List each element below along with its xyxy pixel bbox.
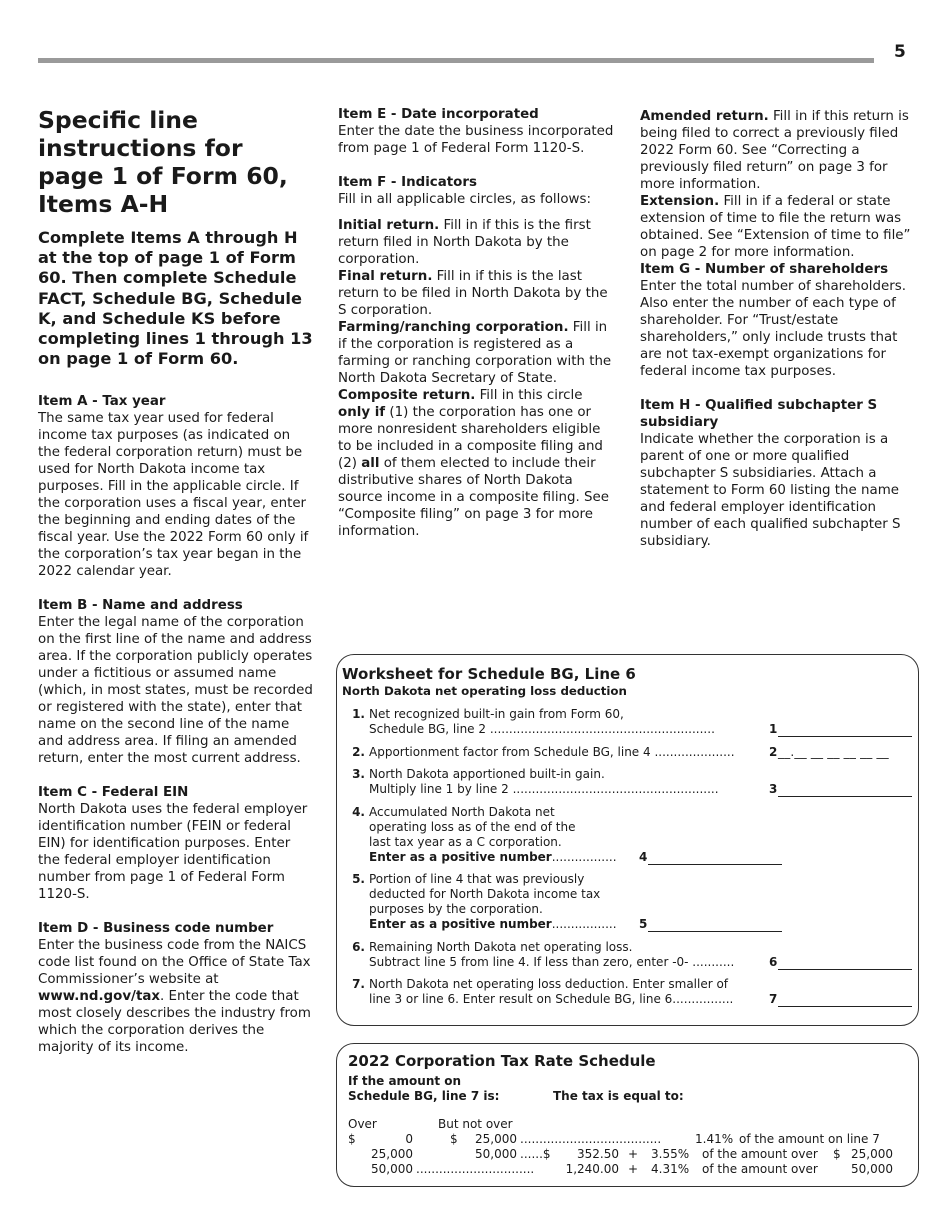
- item-e-heading: Item E - Date incorporated: [338, 107, 539, 122]
- initial-return: [338, 217, 614, 268]
- bracket-1-currency: $: [348, 1132, 356, 1146]
- final-return: [338, 268, 614, 319]
- line-number: 7.: [352, 977, 365, 991]
- worksheet-box: [336, 654, 919, 1026]
- bracket-1-dots: .....................................: [520, 1132, 662, 1146]
- initial-return-head: Initial return.: [338, 218, 440, 233]
- column-right: [640, 108, 920, 567]
- final-return-body: Fill in if this is the last return to be filed in North Dakota by the S corporation.: [338, 269, 608, 318]
- line-text: deducted for North Dakota income tax: [369, 887, 601, 901]
- item-a-heading: Item A - Tax year: [38, 394, 166, 410]
- farming-corporation-body: Fill in if the corporation is registered as a farming or ranching corporation with the North Dakota Secretary of State.: [338, 320, 612, 386]
- line-emphasis: Enter as a positive number: [369, 917, 552, 931]
- column-left: [38, 106, 314, 1073]
- tax-header-result: The tax is equal to:: [553, 1089, 684, 1103]
- extension-body: Fill in if a federal or state extension of time to file the return was obtained. See “Extension of time to file” on page 2 for more information.: [640, 194, 911, 260]
- bracket-1-not-over: 25,000: [475, 1132, 517, 1146]
- line-text: purposes by the corporation.: [369, 902, 543, 916]
- item-a-body: The same tax year used for federal income tax purposes (as indicated on the federal corporation return) must be used for North Dakota income tax purposes. Fill in the applicable circle. If the corporation uses a fiscal year, enter the beginning and ending dates of the fiscal year. Use the 2022 Form 60 only if the corporation’s tax year began in the 2022 calendar year.: [38, 411, 309, 580]
- line-3-entry[interactable]: [778, 782, 912, 797]
- worksheet-subtitle: North Dakota net operating loss deduction: [342, 684, 627, 698]
- line-text: Remaining North Dakota net operating loss.: [369, 940, 633, 954]
- item-e: [338, 106, 614, 157]
- composite-return-b: (1) the corporation has one or more nonresident shareholders eligible to be included in a composite filing and (2): [338, 405, 603, 471]
- bracket-2-not-over: 50,000: [475, 1147, 517, 1161]
- line-text: North Dakota apportioned built-in gain.: [369, 767, 605, 781]
- bracket-1-over: 0: [405, 1132, 413, 1146]
- bracket-2-desc: of the amount over: [702, 1147, 818, 1161]
- website-link[interactable]: www.nd.gov/tax: [38, 989, 161, 1005]
- item-a: [38, 393, 314, 580]
- line-7-entry[interactable]: [778, 992, 912, 1007]
- item-h-heading: Item H - Qualified subchapter S subsidiary: [640, 398, 878, 430]
- top-rule: [38, 58, 874, 63]
- bracket-2-rate: 3.55%: [651, 1147, 690, 1161]
- worksheet-title: Worksheet for Schedule BG, Line 6: [342, 665, 636, 683]
- line-4-entry[interactable]: [648, 850, 782, 865]
- line-text: last tax year as a C corporation.: [369, 835, 562, 849]
- composite-return: [338, 387, 614, 540]
- line-text: Schedule BG, line 2 ...........................................................: [369, 722, 715, 736]
- line-number: 1.: [352, 707, 365, 721]
- line-number: 3.: [352, 767, 365, 781]
- item-d-heading: Item D - Business code number: [38, 921, 274, 937]
- line-text: Accumulated North Dakota net: [369, 805, 555, 819]
- bracket-3-over: 50,000: [371, 1162, 413, 1176]
- item-d-body-post: . Enter the code that most closely describes the industry from which the corporation derives the majority of its income.: [38, 989, 311, 1056]
- bracket-1-desc: of the amount on line 7: [739, 1132, 880, 1146]
- line-label: 3: [769, 782, 778, 796]
- composite-return-a: Fill in this circle: [475, 388, 583, 403]
- col-not-over-header: But not over: [438, 1117, 513, 1131]
- line-text: line 3 or line 6. Enter result on Schedule BG, line 6................: [369, 992, 734, 1006]
- farming-corporation: [338, 319, 614, 387]
- line-number: 5.: [352, 872, 365, 886]
- line-text: Apportionment factor from Schedule BG, line 4 .....................: [369, 745, 735, 759]
- item-b-body: Enter the legal name of the corporation on the first line of the name and address area. If the corporation publicly operates under a fictitious or assumed name (which, in most states, must be recorded or registered with the state), enter that name on the second line of the name and address area. If filing an amended return, enter the most current address.: [38, 615, 313, 767]
- extension: [640, 193, 920, 261]
- bracket-3-base-tax: 1,240.00: [565, 1162, 619, 1176]
- final-return-head: Final return.: [338, 269, 433, 284]
- line-text: Subtract line 5 from line 4. If less than zero, enter -0- ...........: [369, 955, 735, 969]
- line-number: 4.: [352, 805, 365, 819]
- tax-header-amount: If the amount on: [348, 1074, 462, 1088]
- item-f-body: Fill in all applicable circles, as follows:: [338, 192, 591, 207]
- line-label: 4: [639, 850, 648, 864]
- line-number: 2.: [352, 745, 365, 759]
- line-emphasis: Enter as a positive number: [369, 850, 552, 864]
- item-h-body: Indicate whether the corporation is a parent of one or more qualified subchapter S subsidiaries. Attach a statement to Form 60 listing the name and federal employer identification number of each qualified subchapter S subsidiary.: [640, 432, 901, 549]
- composite-only-if: only if: [338, 405, 386, 420]
- line-5-entry[interactable]: [648, 917, 782, 932]
- item-d-body-pre: Enter the business code from the NAICS code list found on the Office of State Tax Commissioner’s website at: [38, 938, 311, 988]
- line-text: Portion of line 4 that was previously: [369, 872, 585, 886]
- item-h: [640, 397, 920, 550]
- column-middle: [338, 106, 614, 540]
- line-2-factor-entry[interactable]: __.__ __ __ __ __ __: [778, 745, 889, 759]
- item-d-body: [38, 937, 314, 1056]
- line-6-entry[interactable]: [778, 955, 912, 970]
- line-label: 7: [769, 992, 778, 1006]
- tax-rate-schedule-box: [336, 1043, 919, 1187]
- bracket-1-rate: 1.41%: [695, 1132, 734, 1146]
- composite-return-head: Composite return.: [338, 388, 476, 403]
- bracket-1-currency: $: [450, 1132, 458, 1146]
- composite-return-c: of them elected to include their distributive shares of North Dakota source income in a composite filing. See “Composite filing” on page 3 for more information.: [338, 456, 610, 539]
- amended-return-body: Fill in if this return is being filed to correct a previously filed 2022 Form 60. See “Correcting a previously filed return” on page 3 for more information.: [640, 109, 909, 192]
- bracket-2-base-tax: 352.50: [577, 1147, 619, 1161]
- bracket-3-rate: 4.31%: [651, 1162, 690, 1176]
- item-c: [38, 784, 314, 903]
- line-text: operating loss as of the end of the: [369, 820, 576, 834]
- initial-return-body: Fill in if this is the first return filed in North Dakota by the corporation.: [338, 218, 591, 267]
- item-g-heading: Item G - Number of shareholders: [640, 262, 889, 277]
- item-b: [38, 597, 314, 767]
- item-c-heading: Item C - Federal EIN: [38, 785, 189, 801]
- col-over-header: Over: [348, 1117, 377, 1131]
- tax-header-amount: Schedule BG, line 7 is:: [348, 1089, 500, 1103]
- item-e-body: Enter the date the business incorporated from page 1 of Federal Form 1120-S.: [338, 124, 614, 156]
- bracket-3-plus: +: [628, 1162, 639, 1176]
- line-text: North Dakota net operating loss deduction. Enter smaller of: [369, 977, 729, 991]
- line-text: Multiply line 1 by line 2 ......................................................: [369, 782, 719, 796]
- item-g-body: Enter the total number of shareholders. Also enter the number of each type of shareholder. For “Trust/estate shareholders,” only include trusts that are not tax-exempt organizations for federal income tax purposes.: [640, 279, 906, 379]
- line-dots: .................: [551, 917, 617, 931]
- line-text: [369, 917, 617, 932]
- page-number: 5: [894, 42, 906, 62]
- line-text: [369, 850, 617, 865]
- line-number: 6.: [352, 940, 365, 954]
- line-label: 6: [769, 955, 778, 969]
- composite-all: all: [361, 456, 380, 471]
- bracket-2-dots: ......$: [520, 1147, 551, 1161]
- bracket-2-over: 25,000: [371, 1147, 413, 1161]
- bracket-2-currency: $: [833, 1147, 841, 1161]
- line-text: Net recognized built-in gain from Form 60,: [369, 707, 624, 721]
- item-c-body: North Dakota uses the federal employer identification number (FEIN or federal EIN) for identification purposes. Enter the federal employer identification number from page 1 of Federal Form 1120-S.: [38, 802, 308, 903]
- line-label: 2: [769, 745, 778, 759]
- line-label: 1: [769, 722, 778, 736]
- bracket-2-plus: +: [628, 1147, 639, 1161]
- item-b-heading: Item B - Name and address: [38, 598, 243, 614]
- item-f-heading: Item F - Indicators: [338, 175, 477, 190]
- item-f: [338, 174, 614, 208]
- amended-return: [640, 108, 920, 193]
- line-dots: .................: [551, 850, 617, 864]
- bracket-2-amount: 25,000: [851, 1147, 893, 1161]
- bracket-3-desc: of the amount over: [702, 1162, 818, 1176]
- bracket-3-amount: 50,000: [851, 1162, 893, 1176]
- farming-corporation-head: Farming/ranching corporation.: [338, 320, 569, 335]
- intro-text: Complete Items A through H at the top of page 1 of Form 60. Then complete Schedule FACT, Schedule BG, Schedule K, and Schedule KS before completing lines 1 through 13 on page 1 of Form 60.: [38, 228, 313, 369]
- line-label: 5: [639, 917, 648, 931]
- item-d: [38, 920, 314, 1056]
- line-1-entry[interactable]: [778, 722, 912, 737]
- bracket-3-dots: ...............................: [416, 1162, 535, 1176]
- amended-return-head: Amended return.: [640, 109, 769, 124]
- extension-head: Extension.: [640, 194, 720, 209]
- page-title: Specific line instructions for page 1 of Form 60, Items A-H: [38, 106, 288, 218]
- tax-schedule-title: 2022 Corporation Tax Rate Schedule: [348, 1052, 656, 1070]
- item-g: [640, 261, 920, 380]
